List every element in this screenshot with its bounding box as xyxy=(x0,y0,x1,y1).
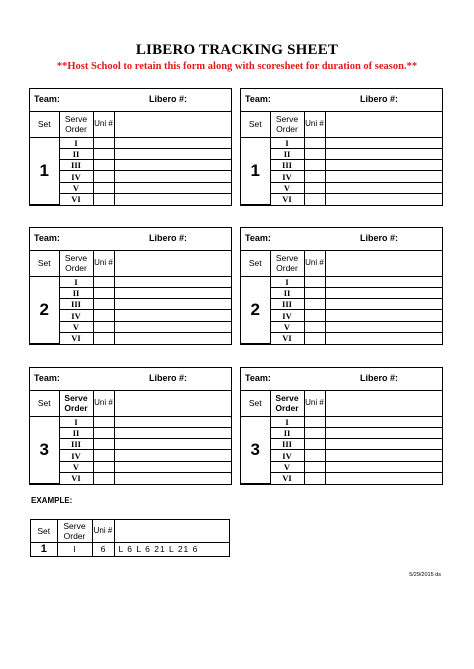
uni-entry-cell[interactable] xyxy=(304,439,325,450)
set-header: Set xyxy=(241,390,270,416)
uni-entry-cell[interactable] xyxy=(304,321,325,332)
uni-entry-cell[interactable] xyxy=(93,160,114,171)
set-number: 2 xyxy=(241,276,270,344)
serve-order-header: Serve Order xyxy=(59,111,93,137)
uni-entry-cell[interactable] xyxy=(304,333,325,344)
tracking-entry-cell[interactable] xyxy=(325,171,442,182)
rotation-label: II xyxy=(59,427,93,438)
uni-header: Uni # xyxy=(304,250,325,276)
rotation-label: IV xyxy=(270,171,304,182)
rotation-label: II xyxy=(270,287,304,298)
uni-entry-cell[interactable] xyxy=(93,333,114,344)
rotation-label: IV xyxy=(59,171,93,182)
uni-entry-cell[interactable] xyxy=(93,310,114,321)
uni-entry-cell[interactable] xyxy=(304,287,325,298)
uni-header: Uni # xyxy=(93,111,114,137)
uni-entry-cell[interactable] xyxy=(304,299,325,310)
tracking-block-set-2-left xyxy=(29,227,232,345)
uni-entry-cell[interactable] xyxy=(304,276,325,287)
uni-entry-cell[interactable] xyxy=(304,461,325,472)
tracking-entry-cell[interactable] xyxy=(325,333,442,344)
rotation-label: III xyxy=(270,439,304,450)
tracking-header-cell xyxy=(114,111,231,137)
uni-entry-cell[interactable] xyxy=(93,461,114,472)
libero-label: Libero #: xyxy=(360,373,399,383)
set-number: 3 xyxy=(30,416,59,484)
tracking-entry-cell[interactable] xyxy=(114,473,231,484)
rotation-label: II xyxy=(59,287,93,298)
libero-label: Libero #: xyxy=(149,94,188,104)
uni-entry-cell[interactable] xyxy=(304,160,325,171)
uni-entry-cell[interactable] xyxy=(304,137,325,148)
tracking-entry-cell[interactable] xyxy=(114,137,231,148)
example-tracking-entries: L 6 L 6 21 L 21 6 xyxy=(114,542,229,556)
rotation-label: V xyxy=(270,321,304,332)
tracking-entry-cell[interactable] xyxy=(114,171,231,182)
tracking-entry-cell[interactable] xyxy=(325,299,442,310)
uni-entry-cell[interactable] xyxy=(93,182,114,193)
uni-entry-cell[interactable] xyxy=(304,194,325,205)
team-row xyxy=(30,228,231,251)
uni-header: Uni # xyxy=(93,390,114,416)
team-row xyxy=(30,368,231,391)
tracking-entry-cell[interactable] xyxy=(114,333,231,344)
uni-entry-cell[interactable] xyxy=(93,276,114,287)
example-serve-order-header: Serve Order xyxy=(57,520,92,542)
tracking-block-set-3-left xyxy=(29,367,232,485)
rotation-label: IV xyxy=(59,450,93,461)
example-label: EXAMPLE: xyxy=(31,496,73,505)
example-serve-order: I xyxy=(57,542,92,556)
rotation-label: III xyxy=(270,160,304,171)
tracking-entry-cell[interactable] xyxy=(114,439,231,450)
example-tracking-header-cell xyxy=(114,520,229,542)
footer-date: 5/29/2015 ds xyxy=(409,572,441,578)
rotation-label: I xyxy=(59,276,93,287)
example-set-header: Set xyxy=(31,520,57,542)
tracking-header-cell xyxy=(325,390,442,416)
tracking-block-set-1-right xyxy=(240,88,443,206)
team-row xyxy=(241,89,442,112)
uni-entry-cell[interactable] xyxy=(304,148,325,159)
uni-entry-cell[interactable] xyxy=(304,416,325,427)
rotation-label: I xyxy=(59,137,93,148)
tracking-entry-cell[interactable] xyxy=(114,427,231,438)
rotation-label: VI xyxy=(59,194,93,205)
uni-entry-cell[interactable] xyxy=(93,473,114,484)
tracking-entry-cell[interactable] xyxy=(325,439,442,450)
tracking-entry-cell[interactable] xyxy=(325,461,442,472)
tracking-entry-cell[interactable] xyxy=(325,160,442,171)
set-header: Set xyxy=(30,390,59,416)
tracking-header-cell xyxy=(325,111,442,137)
team-row xyxy=(241,228,442,251)
tracking-entry-cell[interactable] xyxy=(114,160,231,171)
team-label: Team: xyxy=(245,373,271,383)
team-label: Team: xyxy=(245,94,271,104)
uni-entry-cell[interactable] xyxy=(93,194,114,205)
set-number: 1 xyxy=(241,137,270,205)
set-header: Set xyxy=(241,111,270,137)
uni-header: Uni # xyxy=(304,111,325,137)
set-header: Set xyxy=(30,250,59,276)
serve-order-header: Serve Order xyxy=(59,390,93,416)
rotation-label: III xyxy=(59,439,93,450)
tracking-block-set-1-left xyxy=(29,88,232,206)
uni-entry-cell[interactable] xyxy=(93,299,114,310)
uni-header: Uni # xyxy=(304,390,325,416)
libero-label: Libero #: xyxy=(149,233,188,243)
rotation-label: IV xyxy=(59,310,93,321)
team-row xyxy=(241,368,442,391)
serve-order-header: Serve Order xyxy=(270,111,304,137)
uni-entry-cell[interactable] xyxy=(93,416,114,427)
uni-entry-cell[interactable] xyxy=(93,137,114,148)
tracking-entry-cell[interactable] xyxy=(114,461,231,472)
rotation-label: V xyxy=(59,182,93,193)
example-uni-number: 6 xyxy=(92,542,114,556)
tracking-entry-cell[interactable] xyxy=(114,148,231,159)
tracking-entry-cell[interactable] xyxy=(325,194,442,205)
rotation-label: V xyxy=(59,461,93,472)
rotation-label: VI xyxy=(270,473,304,484)
tracking-entry-cell[interactable] xyxy=(114,276,231,287)
tracking-entry-cell[interactable] xyxy=(325,450,442,461)
rotation-label: IV xyxy=(270,310,304,321)
uni-entry-cell[interactable] xyxy=(304,171,325,182)
tracking-entry-cell[interactable] xyxy=(325,310,442,321)
tracking-entry-cell[interactable] xyxy=(114,182,231,193)
rotation-label: IV xyxy=(270,450,304,461)
tracking-entry-cell[interactable] xyxy=(325,473,442,484)
sheet-title: LIBERO TRACKING SHEET xyxy=(135,42,339,58)
uni-entry-cell[interactable] xyxy=(93,171,114,182)
tracking-entry-cell[interactable] xyxy=(325,427,442,438)
rotation-label: II xyxy=(59,148,93,159)
uni-entry-cell[interactable] xyxy=(93,321,114,332)
rotation-label: I xyxy=(270,276,304,287)
uni-entry-cell[interactable] xyxy=(93,427,114,438)
example-block xyxy=(30,519,230,557)
sheet-subtitle: **Host School to retain this form along with scoresheet for duration of season.** xyxy=(56,61,418,72)
tracking-block-set-2-right xyxy=(240,227,443,345)
rotation-label: VI xyxy=(270,333,304,344)
tracking-entry-cell[interactable] xyxy=(325,287,442,298)
team-label: Team: xyxy=(245,233,271,243)
serve-order-header: Serve Order xyxy=(59,250,93,276)
tracking-header-cell xyxy=(325,250,442,276)
team-label: Team: xyxy=(34,373,60,383)
team-row xyxy=(30,89,231,112)
uni-entry-cell[interactable] xyxy=(304,310,325,321)
rotation-label: V xyxy=(270,182,304,193)
set-header: Set xyxy=(30,111,59,137)
tracking-block-set-3-right xyxy=(240,367,443,485)
uni-entry-cell[interactable] xyxy=(304,473,325,484)
libero-label: Libero #: xyxy=(149,373,188,383)
rotation-label: V xyxy=(59,321,93,332)
uni-entry-cell[interactable] xyxy=(304,427,325,438)
rotation-label: III xyxy=(59,160,93,171)
rotation-label: II xyxy=(270,427,304,438)
serve-order-header: Serve Order xyxy=(270,390,304,416)
tracking-entry-cell[interactable] xyxy=(114,416,231,427)
team-label: Team: xyxy=(34,233,60,243)
rotation-label: VI xyxy=(59,473,93,484)
libero-label: Libero #: xyxy=(360,94,399,104)
rotation-label: I xyxy=(270,137,304,148)
rotation-label: I xyxy=(270,416,304,427)
tracking-entry-cell[interactable] xyxy=(114,310,231,321)
rotation-label: II xyxy=(270,148,304,159)
tracking-entry-cell[interactable] xyxy=(325,148,442,159)
tracking-entry-cell[interactable] xyxy=(114,321,231,332)
uni-entry-cell[interactable] xyxy=(93,450,114,461)
set-header: Set xyxy=(241,250,270,276)
rotation-label: III xyxy=(59,299,93,310)
tracking-entry-cell[interactable] xyxy=(325,276,442,287)
set-number: 1 xyxy=(30,137,59,205)
tracking-header-cell xyxy=(114,390,231,416)
uni-entry-cell[interactable] xyxy=(93,439,114,450)
tracking-entry-cell[interactable] xyxy=(325,182,442,193)
uni-entry-cell[interactable] xyxy=(93,148,114,159)
uni-entry-cell[interactable] xyxy=(304,182,325,193)
tracking-entry-cell[interactable] xyxy=(114,299,231,310)
tracking-entry-cell[interactable] xyxy=(325,137,442,148)
rotation-label: III xyxy=(270,299,304,310)
tracking-entry-cell[interactable] xyxy=(114,287,231,298)
rotation-label: VI xyxy=(59,333,93,344)
tracking-entry-cell[interactable] xyxy=(114,450,231,461)
rotation-label: VI xyxy=(270,194,304,205)
tracking-entry-cell[interactable] xyxy=(325,416,442,427)
libero-label: Libero #: xyxy=(360,233,399,243)
tracking-entry-cell[interactable] xyxy=(114,194,231,205)
uni-entry-cell[interactable] xyxy=(93,287,114,298)
uni-header: Uni # xyxy=(93,250,114,276)
tracking-entry-cell[interactable] xyxy=(325,321,442,332)
example-uni-header: Uni # xyxy=(92,520,114,542)
set-number: 3 xyxy=(241,416,270,484)
example-set-number: 1 xyxy=(31,542,57,556)
serve-order-header: Serve Order xyxy=(270,250,304,276)
set-number: 2 xyxy=(30,276,59,344)
team-label: Team: xyxy=(34,94,60,104)
rotation-label: V xyxy=(270,461,304,472)
tracking-header-cell xyxy=(114,250,231,276)
rotation-label: I xyxy=(59,416,93,427)
uni-entry-cell[interactable] xyxy=(304,450,325,461)
